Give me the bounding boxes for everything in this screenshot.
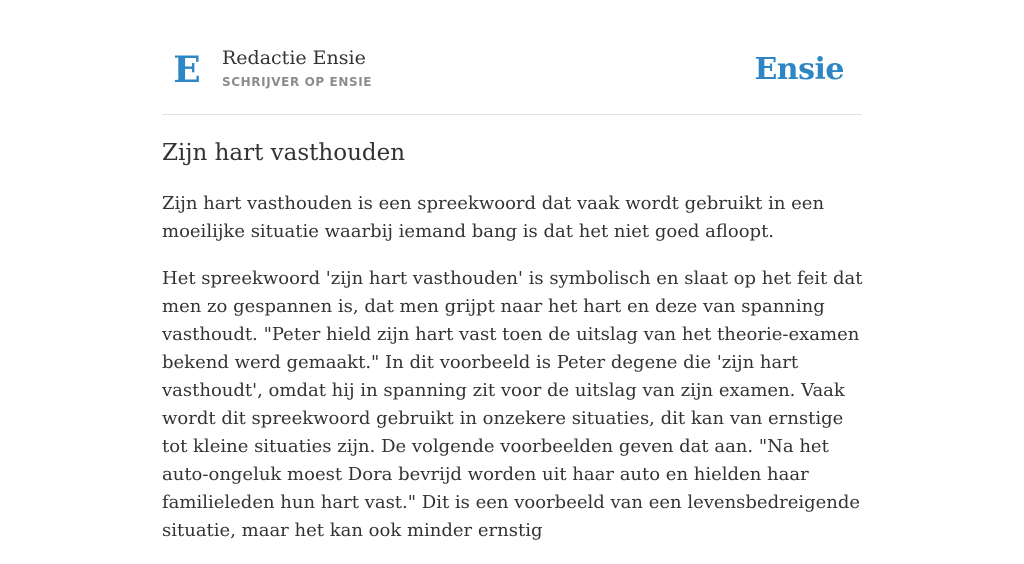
article-body [162,190,864,564]
article-title: Zijn hart vasthouden [162,140,406,166]
author-name[interactable]: Redactie Ensie [222,47,366,69]
header [162,36,862,115]
author-avatar[interactable]: E [173,49,201,91]
article-paragraph: Het spreekwoord 'zijn hart vasthouden' is symbolisch en slaat op het feit dat men zo gespannen is, dat men grijpt naar het hart en deze van spanning vasthoudt. "Peter hield zijn hart vast toen de uitslag van het theorie-examen bekend werd gemaakt." In dit voorbeeld is Peter degene die 'zijn hart vasthoudt', omdat hij in spanning zit voor de uitslag van zijn examen. Vaak wordt dit spreekwoord gebruikt in onzekere situaties, dit kan van ernstige tot kleine situaties zijn. De volgende voorbeelden geven dat aan. "Na het auto-ongeluk moest Dora bevrijd worden uit haar auto en hielden haar familieleden hun hart vast." Dit is een voorbeeld van een levensbedreigende situatie, maar het kan ook minder ernstig [162,268,863,541]
author-role: SCHRIJVER OP ENSIE [222,75,373,89]
article-paragraph: Zijn hart vasthouden is een spreekwoord dat vaak wordt gebruikt in een moeilijke situatie waarbij iemand bang is dat het niet goed afloopt. [162,193,825,242]
ensie-logo[interactable]: Ensie [754,52,844,87]
